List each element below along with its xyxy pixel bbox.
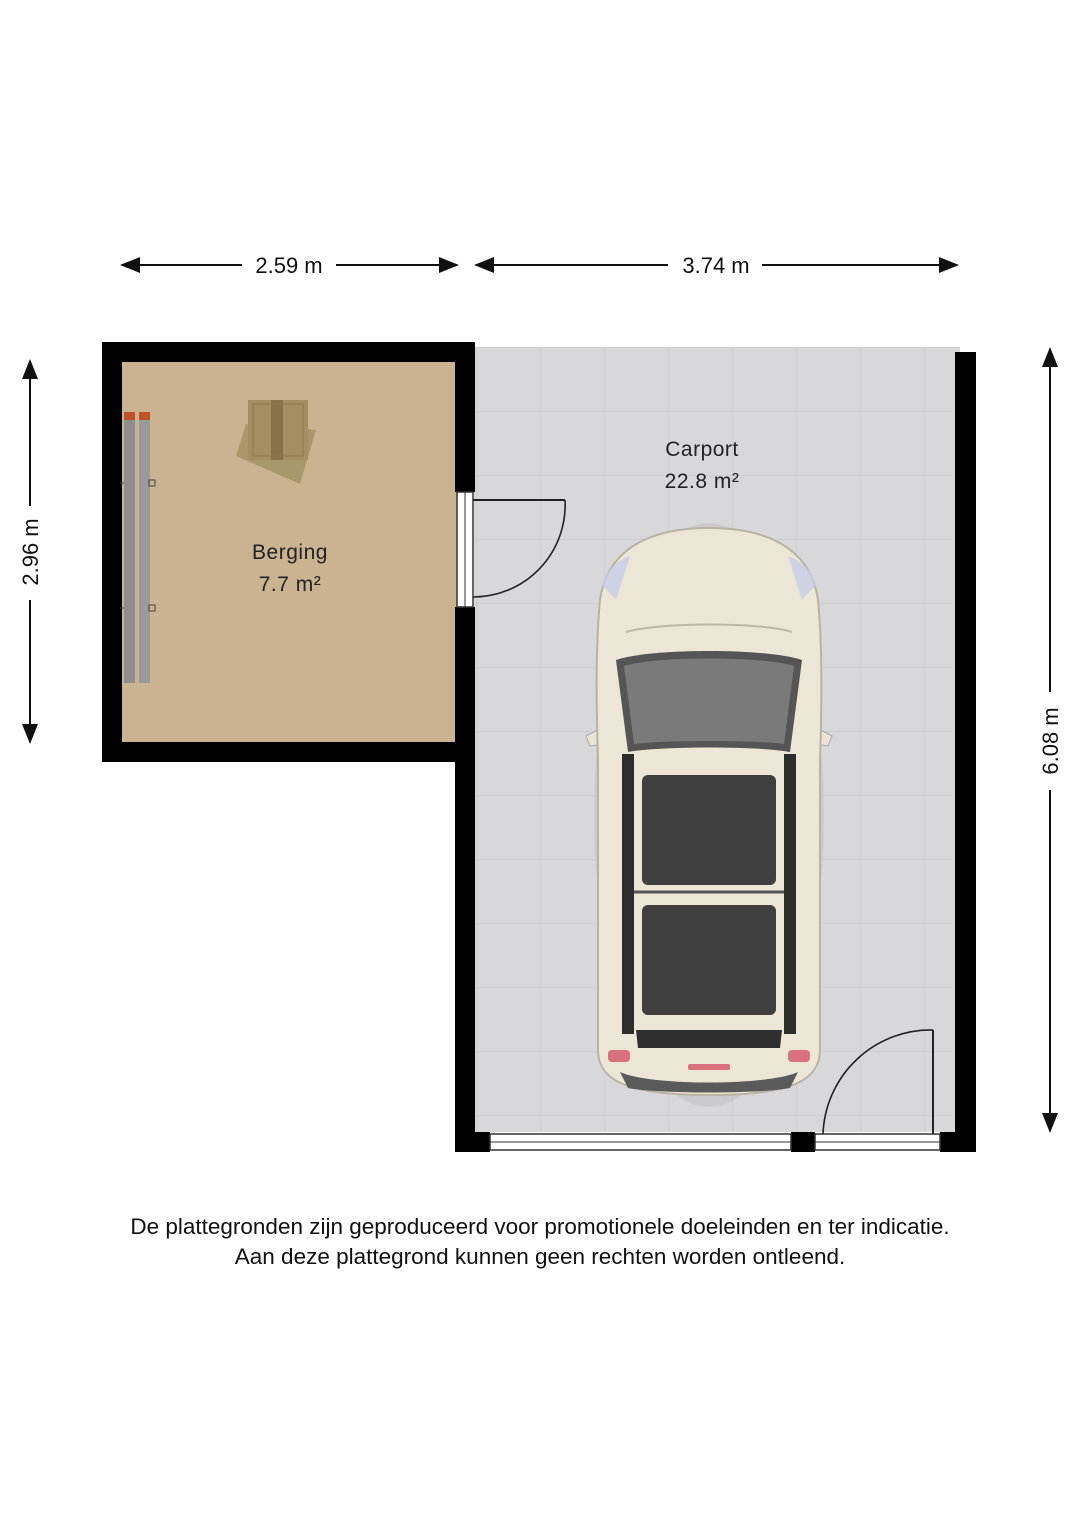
disclaimer-line-2: Aan deze plattegrond kunnen geen rechten worden ontleend. [234,1244,846,1269]
dimension-left-label: 2.96 m [18,518,43,586]
carport-front-gate [490,1134,940,1150]
dimension-right-label: 6.08 m [1038,707,1063,775]
berging-name: Berging [252,541,328,564]
dimension-top-right-label: 3.74 m [682,253,750,278]
dimension-right [1038,349,1063,1131]
disclaimer-line-1: De plattegronden zijn geproduceerd voor promotionele doeleinden en ter indicatie. [130,1214,950,1239]
berging-area: 7.7 m² [258,573,322,596]
dimension-left [18,361,43,742]
carport-area: 22.8 m² [664,470,740,493]
car [586,523,832,1107]
dimension-top-left [122,253,457,278]
dimension-top-left-label: 2.59 m [255,253,323,278]
dimension-top-right [476,253,957,278]
carport-name: Carport [665,438,739,461]
